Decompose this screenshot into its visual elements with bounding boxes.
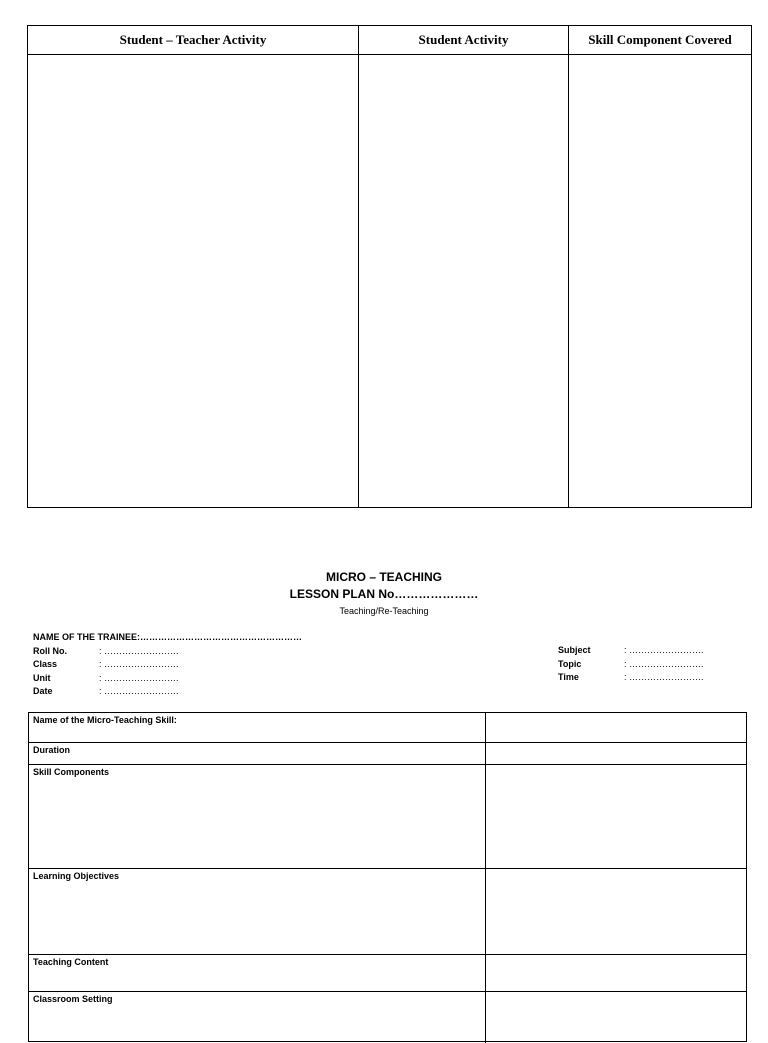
row-duration [29, 743, 746, 765]
trainee-info-right [558, 644, 704, 685]
header-student-activity: Student Activity [358, 26, 568, 55]
header-student-teacher-activity: Student – Teacher Activity [28, 26, 358, 55]
field-class: Class : ……………………. [33, 659, 179, 669]
row-value-cell[interactable] [486, 955, 746, 991]
row-value-cell[interactable] [486, 992, 746, 1043]
field-date: Date : ……………………. [33, 686, 179, 696]
row-label: Teaching Content [29, 955, 486, 991]
trainee-info-left [33, 631, 302, 699]
row-label: Classroom Setting [29, 992, 486, 1043]
row-value-cell[interactable] [486, 765, 746, 868]
row-classroom-setting [29, 992, 746, 1043]
row-skill-name [29, 713, 746, 743]
subtitle-teaching: Teaching/Re-Teaching [339, 606, 429, 616]
field-time: Time : ……………………. [558, 672, 704, 682]
row-label: Name of the Micro-Teaching Skill: [29, 713, 486, 742]
row-value-cell[interactable] [486, 743, 746, 764]
student-activity-cell[interactable] [358, 55, 568, 507]
row-value-cell[interactable] [486, 713, 746, 742]
field-unit: Unit : ……………………. [33, 672, 179, 683]
title-micro-teaching: MICRO – TEACHING [325, 570, 442, 584]
trainee-name-row [33, 631, 302, 645]
field-topic: Topic : ……………………. [558, 658, 704, 669]
title-lesson-plan: LESSON PLAN No………………… [289, 587, 479, 601]
field-subject: Subject : ……………………. [558, 645, 704, 655]
lesson-plan-table [28, 712, 747, 1042]
row-label: Skill Components [29, 765, 486, 868]
row-teaching-content [29, 955, 746, 992]
row-learning-objectives [29, 869, 746, 955]
header-skill-component-covered: Skill Component Covered [568, 26, 751, 55]
skill-component-cell[interactable] [568, 55, 751, 507]
trainee-name-label: NAME OF THE TRAINEE:……………………………………………… [33, 632, 302, 642]
row-label: Duration [29, 743, 486, 764]
row-value-cell[interactable] [486, 869, 746, 954]
row-label: Learning Objectives [29, 869, 486, 954]
activity-table [27, 25, 752, 508]
student-teacher-activity-cell[interactable] [28, 55, 358, 507]
row-skill-components [29, 765, 746, 869]
field-roll-no: Roll No. : ……………………. [33, 645, 179, 656]
